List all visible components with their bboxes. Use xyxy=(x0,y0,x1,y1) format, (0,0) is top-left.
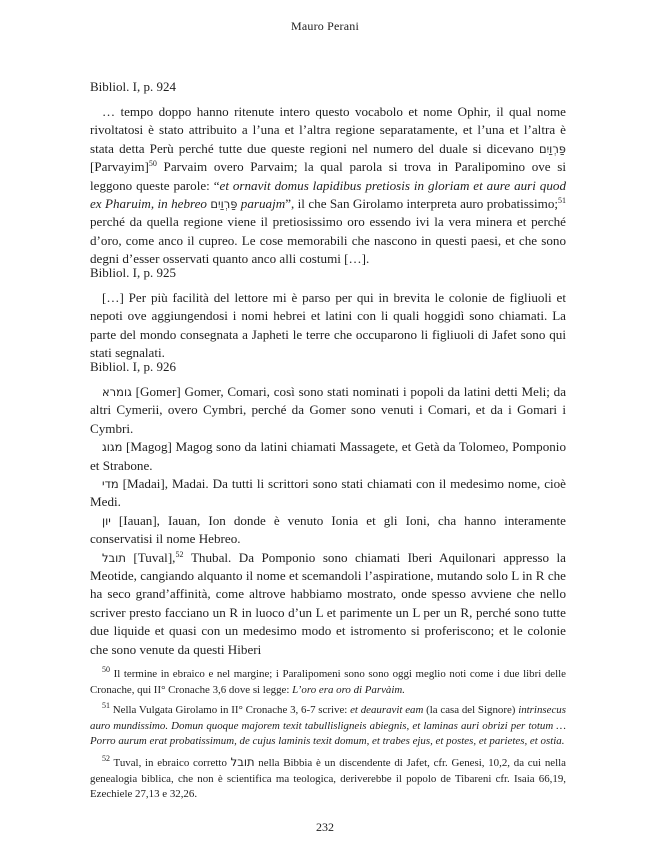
latin-quote: et ornavit domus lapidibus pretiosis in gloriam et aure auri quod ex Pharuim, in hebreo xyxy=(90,177,566,212)
hebrew-name: מדי xyxy=(102,477,119,492)
footnotes xyxy=(90,667,566,808)
text-run: [Parvayim] xyxy=(90,159,149,175)
footnote xyxy=(90,703,566,750)
genealogy-entry xyxy=(90,549,566,659)
section-heading: Bibliol. I, p. 926 xyxy=(90,359,176,374)
footnote-number: 51 xyxy=(102,701,110,711)
body-paragraph xyxy=(90,103,566,269)
hebrew-name: יון xyxy=(102,513,111,528)
footnote-italic: intrinsecus auro mundissimo. Domun quoque majorem texit tabullisligneis abiegnis, et laminas auri obrizi per totum … Porro aurum erat probatissimum, de cujus laminis texit domum, et trabes ejus, et postes, et parietes, et ostia. xyxy=(90,704,566,748)
genealogy-entry xyxy=(90,383,566,438)
hebrew-word: תובל xyxy=(230,754,255,769)
section-heading: Bibliol. I, p. 924 xyxy=(90,79,176,94)
text-run: Parvaim overo Parvaim; la qual parola si trova in Paralipomino ove si leggono queste parole: “ xyxy=(90,159,566,193)
text-run: … tempo doppo hanno ritenute intero questo vocabolo et nome Ophir, il qual nome rivoltatosi è stato attribuito a l’una et l’altra regione separatamente, et l’una et l’altra è stata detta Perù perché tutte due queste regioni nel numero del duale si dicevano xyxy=(90,104,566,156)
entry-text: [Gomer] Gomer, Comari, così sono stati nominati i popoli da latini detti Meli; da altri Cymerii, overo Cymbri, perché da Gomer sono venuti i Comari, et da i Gomari i Cymbri. xyxy=(90,384,567,436)
section-heading: Bibliol. I, p. 925 xyxy=(90,265,176,280)
footnote-text: nella Bibbia è un discendente di Jafet, cfr. Genesi, 10,2, da cui nella genealogia biblica, che non è scientifica ma teologica, deriverebbe il popolo de Tibareni cfr. Isaia 66,19, Ezechiele 27,13 e 32,26. xyxy=(90,756,566,801)
footnote-italic: et deauravit eam xyxy=(350,704,424,717)
genealogy-entry xyxy=(90,512,566,549)
hebrew-word: פַּרְוַיִם xyxy=(210,197,238,212)
footnote-ref: 50 xyxy=(148,159,157,169)
entry-text: [Iauan], Iauan, Ion donde è venuto Ionia et gli Ioni, cha hanno interamente conservatisi il nome Hebreo. xyxy=(90,512,566,547)
entry-text: [Magog] Magog sono da latini chiamati Massagete, et Getà da Tolomeo, Pomponio et Strabone. xyxy=(90,439,566,473)
running-head: Mauro Perani xyxy=(290,19,360,33)
section-p924 xyxy=(90,78,566,269)
hebrew-word: פַּרְוַיִם xyxy=(538,141,566,156)
footnote-ref: 51 xyxy=(558,196,567,206)
footnote-text: Tuval, in ebraico corretto xyxy=(113,756,227,769)
footnote-number: 50 xyxy=(102,665,110,674)
page-number: 232 xyxy=(316,820,334,834)
genealogy-entry xyxy=(90,475,566,512)
latin-quote: paruajm xyxy=(240,196,286,212)
footnote xyxy=(90,667,566,698)
hebrew-name: מגוג xyxy=(102,440,123,455)
footnote-text: Nella Vulgata Girolamo in II° Cronache 3, 6-7 scrive: xyxy=(112,704,348,717)
section-p926 xyxy=(90,358,566,659)
entry-text: Thubal. Da Pomponio sono chiamati Iberi Aquilonari appresso la Meotide, cangiando alquanto il nome et scemandoli l’aspiratione, mutando solo L in R che ha seco grand’affinità, come altrove habbiamo mostrato, onde spesso avviene che nello scriver presto facciano un R in luoco d’un L et parimente un L per un R, perché sono tutte due liquide et quasi con un medesimo modo et istromento si proferiscono; et le colonie che sono venute da questi Hiberi xyxy=(90,549,566,657)
genealogy-entry xyxy=(90,438,566,475)
footnote-italic: L’oro era oro di Parvàim. xyxy=(292,683,405,696)
text-run: ”, il che San Girolamo interpreta auro probatissimo; xyxy=(285,196,559,212)
footnote xyxy=(90,755,566,803)
section-p925 xyxy=(90,264,566,363)
footnote-text: Il termine in ebraico e nel margine; i Paralipomeni sono sono oggi meglio noti come i due libri delle Cronache, qui II° Cronache 3,6 dove si legge: xyxy=(90,668,566,696)
hebrew-name: תובל xyxy=(102,550,126,565)
entry-text: [Madai], Madai. Da tutti li scrittori sono stati chiamati con il medesimo nome, cioè Medi. xyxy=(90,476,566,510)
footnote-number: 52 xyxy=(102,753,110,763)
body-paragraph: […] Per più facilità del lettore mi è parso per qui in brevita le colonie de figliuoli et nepoti ove aggiungendosi i nomi hebrei et latini con li quali hoggidì sono chiamati. La parte del mondo consegnata a Japheti le terre che occuparono li figliuoli di Jafet sono qui stati segnalati. xyxy=(90,290,566,361)
hebrew-name: גומרא xyxy=(102,385,132,399)
footnote-text: (la casa del Signore) xyxy=(426,704,516,717)
text-run: perché da quella regione viene il pretiosissimo oro essendo ivi la vera minera et perché d’oro, come anco il cupreo. Le cose memorabili che nascono in questi paesi, et che sono degni d’esser osservati quanto anco alli costumi […]. xyxy=(90,214,566,267)
entry-text: [Tuval], xyxy=(133,549,176,565)
footnote-ref: 52 xyxy=(175,549,184,559)
